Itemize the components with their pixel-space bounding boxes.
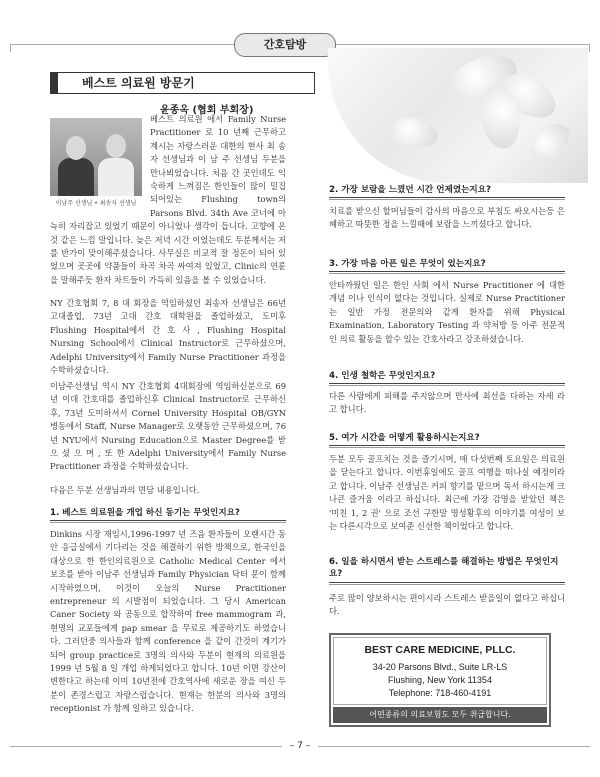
answer-5: 두분 모두 골프치는 것을 즐기시며, 매 다섯번째 토요일은 의료원 을 닫는다고 합니다. 이번휴일에도 골프 여행을 떠나실 예정이라고 합니다. 이남주 선생님은 커피 향기를 맡으며 독서 하시는게 크나큰 즐거움 이라고 하십니다. 최근에 가장 감명을 받았던 책은 '미친 1, 2 권' 으로 조선 구한말 명성황후의 이야기를 여성이 보는 다른시각으로 보여준 신선한 책이었다고 합니다. (329, 454, 565, 532)
clinic-address-line-1: 34-20 Parsons Blvd., Suite LR-LS (372, 662, 508, 672)
article-author: 윤종옥 (협회 부회장) (160, 105, 254, 116)
answer-4: 다른 사람에게 피해를 주지않으며 만사에 최선을 다하는 자세 라고 합니다. (329, 391, 565, 415)
clinic-info-box (329, 633, 551, 727)
answer-6: 주로 많이 양보하시는 편이시라 스트레스 받을일이 없다고 하십니다. (329, 593, 565, 617)
clinic-name: BEST CARE MEDICINE, PLLC. (364, 644, 516, 656)
intro-paragraph-2: NY 간호협회 7, 8 대 회장을 역임하셨던 최송자 선생님은 66년 고대졸업, 73년 고대 간호 대학원을 졸업하셨고, 도미후 Flushing Hospital에서 간 호 사 , Flushing Hospital Nursing School에서 Clinical Instructor로 근무하셨으며, Adelphi University에서 Family Nurse Practitioner 과정을 수학하셨습니다. (50, 298, 286, 376)
clinic-address-line-2: Flushing, New York 11354 (388, 675, 492, 685)
insurance-notice: 어떤종류의 의료보험도 모두 취급합니다. (333, 707, 547, 723)
question-3: 3. 가장 마음 아픈 일은 무엇이 었는지요? (329, 257, 565, 272)
photo-caption: 이남주 선생님 • 최송자 선생님 (55, 200, 137, 207)
page-number-text: – 7 – (282, 741, 318, 751)
question-2: 2. 가장 보람을 느꼈던 시간 언제였는지요? (329, 183, 565, 198)
answer-2: 치료를 받으신 할머님들이 감사의 마음으로 부침도 싸오시는등 은혜하고 따뜻한 정을 느낄때에 보람을 느끼셨다고 합니다. (329, 206, 565, 230)
question-6: 6. 일을 하시면서 받는 스트레스를 해결하는 방법은 무엇인지요? (329, 556, 565, 583)
article-title: 베스트 의료원 방문기 (50, 72, 315, 94)
intro-paragraph-1: 베스트 의료원 에서 Family Nurse Practitioner 로 10 년째 근무하고 계시는 자랑스러운 대한의 현사 최 송 자 선생님과 이 남 주 선생님 두분을 만나뵈었습니다. 처음 간 곳인데도 익숙하게 느껴짐은 한인들이 많이 밀집 되어있는 Flushing town의 Parsons Blvd. 34th Ave 코너에 아늑히 자리잡고 있었기 때문이 아니었나 생각이 듭니다. 고향에 온것 같은 느낌 말입니다. 늦은 저녁 시간 이었는데도 두분께서는 저를 반가이 맞이해주셨습니다. 사무실은 비교적 잘 정돈이 되어 있었으며 곳곳에 약품들이 차곡 차곡 싸여져 있었고, Clinic의 연륜을 말해주듯 환자 차트들이 가득히 있음을 볼 수 있었습니다. (50, 114, 286, 285)
clinic-telephone: Telephone: 718-460-4191 (388, 688, 492, 698)
section-tab: 간호탐방 (234, 33, 336, 57)
flower-illustration (328, 48, 588, 183)
question-4: 4. 인생 철학은 무엇인지요? (329, 369, 565, 384)
answer-3: 안타까웠던 일은 한인 사회 에서 Nurse Practitioner 에 대한 개념 이나 인식이 없다는 것입니다. 실제로 Nurse Practitioner는 일반 가정 전문의와 같게 환자를 위해 Physical Examination, Laboratory Testing 과 약처방 등 아주 전문적인 의료 활동을 할수 있는 간호사라고 강조하셨습니다. (329, 280, 565, 344)
photo-wrap-spacer (50, 113, 150, 207)
frame-corner-left (10, 44, 19, 52)
question-1: 1. 베스트 의료원을 개업 하신 동기는 무엇인지요? (50, 506, 286, 521)
intro-paragraph-4: 다음은 두분 선생님과의 면담 내용입니다. (50, 485, 200, 495)
intro-paragraph-3: 이남주선생님 역시 NY 간호협회 4대회장에 역임하신분으로 69년 이대 간호대를 졸업하신후 Clinical Instructor로 근무하신후, 73년 도미하셔서 Cornel University Hospital OB/GYN 병동에서 Staff, Nurse Manager로 오랫동안 근무하셨으며, 76년 NYU에서 Nursing Education으로 Master Degree를 받 으 셨 으 며 , 또 한 Adelphi University에서 Family Nurse Practitioner 과정을 수학하셨습니다. (50, 381, 286, 472)
question-5: 5. 여가 시간을 어떻게 활용하시는지요? (329, 431, 565, 446)
page-number (0, 741, 600, 751)
answer-1: Dinkins 시장 재임시,1996-1997 년 즈음 환자들이 오랜시간 동안 응급실에서 기다리는 것을 해결하기 위한 방책으로, 한국인을 대상으로 한 한인의료원으로 Catholic Medical Center 에서 보조를 받아 이남주 선생님과 Family Physician 닥터 문이 함께 시작하였으며, 이것이 오늘의 Nurse Practitioner entrepreneur 의 시발점이 되었습니다. 그 당시 American Caner Society 와 공동으로 합작하여 free mammogram 과, 현명의 교포들에게 pap smear 을 무료로 제공하기도 하였습니다. 그러던중 의사들과 함께 conference 을 같이 간것이 계기가 되어 group practice로 3명의 의사와 두분이 현재의 의료원을 1999 년 5월 8 일 개업 하게되었다고 합니다. 10년 이면 강산이 변한다고 하는데 이미 10년전에 간호역사에 새로운 장을 여신 두분이 존경스럽고 자랑스럽습니다. 현재는 한분의 의사와 3명의 receptionist 가 함께 일하고 있습니다. (50, 529, 286, 714)
